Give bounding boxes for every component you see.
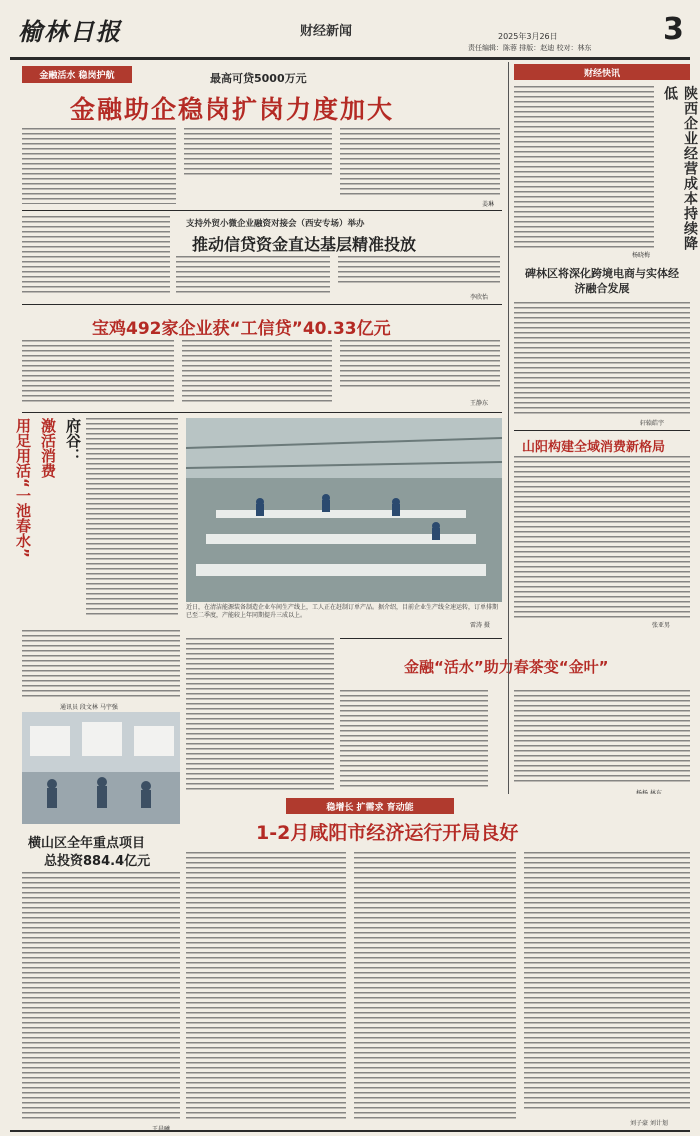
baoji-body-col2 <box>182 340 332 404</box>
proj-title-b: 总投资884.4亿元 <box>44 854 151 869</box>
lead-subtitle: 最高可贷5000万元 <box>210 72 307 85</box>
masthead-credits <box>468 43 591 53</box>
page-number: 3 <box>663 12 684 47</box>
divider-2 <box>22 304 502 305</box>
credit-proofreader: 校对：林东 <box>556 44 592 52</box>
sidebar-header <box>514 64 690 80</box>
econ-body-col2 <box>354 852 516 1120</box>
tech-kicker: 支持外贸小微企业融资对接会（西安专场）举办 <box>186 219 365 229</box>
econ-kicker: 稳增长 扩需求 育动能 <box>326 802 414 813</box>
baoji-headline: 宝鸡492家企业获“工信贷”40.33亿元 <box>92 319 391 339</box>
sidebar-b1-body <box>514 86 654 250</box>
econ-body-col3 <box>524 852 690 1112</box>
sidebar-header-label: 财经快讯 <box>583 68 620 79</box>
fugu-byline: 通讯员 段文林 马宇强 <box>60 704 118 711</box>
main-photo-caption: 近日，在清洁能源装备制造企业车间生产线上，工人正在赶制订单产品。据介绍，目前企业生产线全速运转，订单排期已至二季度，产能较上年同期提升三成以上。 <box>186 604 499 619</box>
lead-body-col2 <box>184 128 332 176</box>
baoji-body-col1 <box>22 340 174 404</box>
section-title: 财经新闻 <box>300 24 353 39</box>
fugu-body-col <box>86 418 178 616</box>
masthead <box>0 0 700 58</box>
fugu-title-b: 激活消费 <box>39 418 57 478</box>
main-photo <box>186 418 502 602</box>
tea-body-right <box>514 690 690 784</box>
tech-body-col1 <box>22 216 170 296</box>
credit-editor: 责任编辑：陈蓉 <box>468 44 517 52</box>
divider-4 <box>340 638 502 639</box>
divider-3 <box>22 412 502 413</box>
lead-headline: 金融助企稳岗扩岗力度加大 <box>70 95 395 124</box>
sidebar-b3-byline: 张亚男 <box>652 622 671 629</box>
lead-kicker-box <box>22 66 132 83</box>
econ-byline: 刘子豪 刘计划 <box>630 1120 668 1127</box>
tea-body-left2 <box>340 690 488 790</box>
bottom-rule <box>10 1130 690 1132</box>
masthead-date: 2025年3月26日 <box>498 32 558 41</box>
sidebar-b1-byline: 杨晓梅 <box>632 252 651 259</box>
lead-body-col3 <box>340 128 500 198</box>
tea-body-left1 <box>186 638 334 790</box>
masthead-logo: 榆林日报 <box>18 17 122 46</box>
lead-byline: 姜琳 <box>482 201 495 208</box>
sidebar-b2-body <box>514 302 690 414</box>
fugu-body-col2 <box>22 630 180 698</box>
econ-headline: 1-2月咸阳市经济运行开局良好 <box>256 822 519 844</box>
sidebar-rule <box>508 62 509 802</box>
baoji-byline: 王静东 <box>470 400 489 407</box>
factory-line-image <box>186 418 502 602</box>
proj-title-a: 横山区全年重点项目 <box>28 836 146 851</box>
masthead-rule <box>10 57 690 60</box>
tech-body-col3 <box>338 256 500 286</box>
sidebar-b3-title: 山阳构建全域消费新格局 <box>522 440 666 455</box>
fugu-title-c: 用足用活“一池春水” <box>14 418 32 558</box>
sidebar-b2-title: 碑林区将深化跨境电商与实体经济融合发展 <box>525 267 679 295</box>
sidebar-b3-body <box>514 456 690 620</box>
lead-body-col1 <box>22 128 176 204</box>
fugu-photo <box>22 712 180 824</box>
main-photo-byline: 雷涛 摄 <box>470 622 490 629</box>
divider-1 <box>22 210 502 211</box>
credit-designer: 排版：赵迪 <box>519 44 555 52</box>
proj-body <box>22 872 180 1122</box>
tech-headline: 推动信贷资金直达基层精准投放 <box>192 235 417 254</box>
lead-kicker: 金融活水 稳岗护航 <box>39 71 115 81</box>
econ-kicker-box <box>286 798 454 814</box>
econ-body-col1 <box>186 852 346 1120</box>
sidebar-vtitle: 陕西企业经营成本持续降低 <box>662 86 698 251</box>
tea-headline: 金融“活水”助力春茶变“金叶” <box>404 658 609 676</box>
tech-body-col2 <box>176 256 330 296</box>
baoji-body-col3 <box>340 340 500 390</box>
fugu-vertical-title <box>14 418 84 628</box>
tech-byline: 李欣怡 <box>470 294 489 301</box>
divider-5 <box>514 430 690 431</box>
sidebar-b2-byline: 轩辕皓宇 <box>640 420 665 427</box>
fugu-title-a: 府谷： <box>64 418 82 463</box>
fugu-mall-image <box>22 712 180 824</box>
